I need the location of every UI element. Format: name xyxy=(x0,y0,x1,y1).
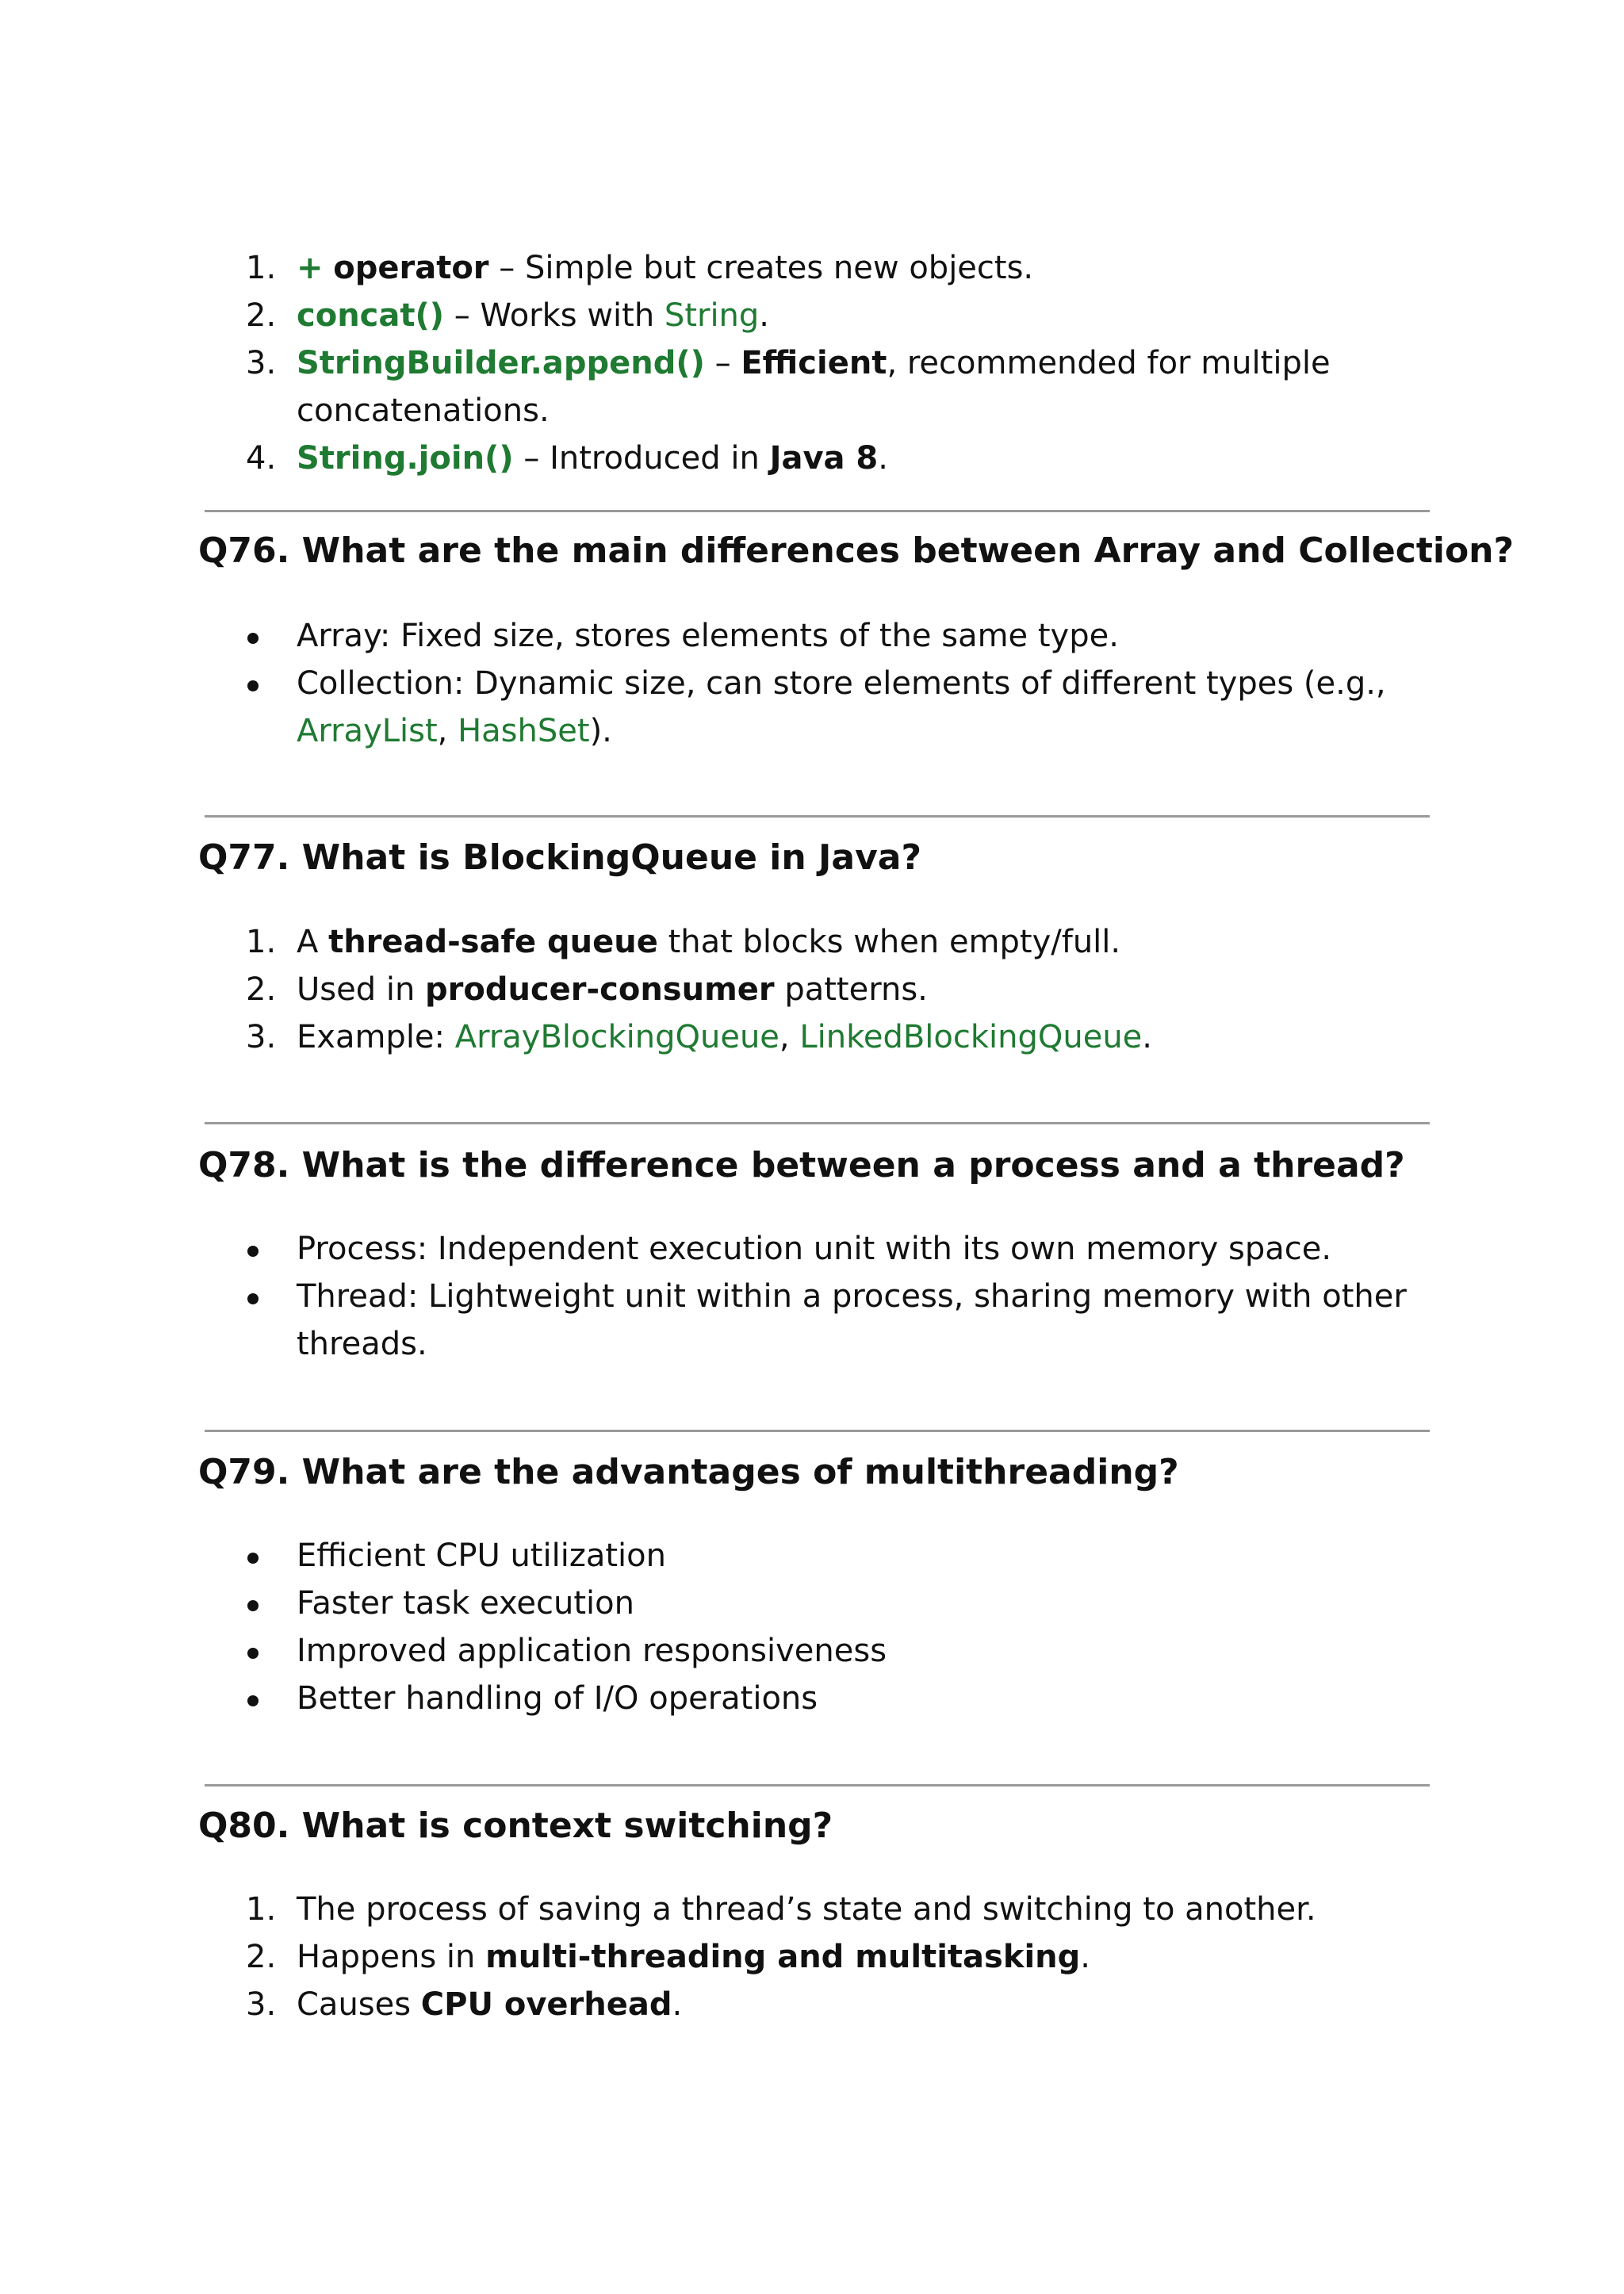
item-text: Better handling of I/O operations xyxy=(297,1680,818,1717)
q76-answer-list xyxy=(198,612,1431,755)
code-term: concat() xyxy=(297,297,445,334)
list-item xyxy=(198,1273,1431,1368)
q80-answer-list xyxy=(198,1886,1431,2028)
item-text: Collection: Dynamic size, can store elements of different types (e.g., xyxy=(297,665,1386,702)
list-item xyxy=(198,1627,1431,1675)
bullet-icon xyxy=(247,1293,259,1304)
separator: – xyxy=(513,440,550,477)
list-item xyxy=(198,339,1431,435)
bold-term: multi-threading and multitasking xyxy=(485,1939,1081,1975)
bullet-icon xyxy=(247,633,259,644)
item-text: Happens in xyxy=(297,1939,486,1975)
q79-answer-list xyxy=(198,1532,1431,1722)
code-term: StringBuilder.append() xyxy=(297,345,705,381)
q78-answer-list xyxy=(198,1225,1431,1368)
item-text: Example: xyxy=(297,1019,455,1055)
separator: , xyxy=(779,1019,800,1055)
item-text: patterns. xyxy=(774,971,928,1008)
item-text: Introduced in xyxy=(550,440,770,477)
list-item xyxy=(198,612,1431,660)
item-text: The process of saving a thread’s state and switching to another. xyxy=(297,1891,1316,1928)
bold-term: operator xyxy=(333,250,489,286)
item-text: Process: Independent execution unit with its own memory space. xyxy=(297,1231,1332,1267)
list-number: 3. xyxy=(246,1986,277,2023)
list-number: 1. xyxy=(246,924,277,960)
list-number: 3. xyxy=(246,1019,277,1055)
punctuation: . xyxy=(878,440,888,477)
list-item xyxy=(198,1933,1431,1981)
code-inline: String xyxy=(664,297,760,334)
list-number: 1. xyxy=(246,250,277,286)
item-text: Thread: Lightweight unit within a process, sharing memory with other threads. xyxy=(297,1278,1407,1362)
item-text: Simple but creates new objects. xyxy=(524,250,1034,286)
item-text: Array: Fixed size, stores elements of the same type. xyxy=(297,618,1119,654)
separator: , xyxy=(437,713,458,749)
list-number: 4. xyxy=(246,440,277,477)
bullet-icon xyxy=(247,1246,259,1257)
item-text: Improved application responsiveness xyxy=(297,1633,887,1669)
list-item xyxy=(198,1532,1431,1580)
question-heading-q80: Q80. What is context switching? xyxy=(198,1806,833,1846)
list-item xyxy=(198,1886,1431,1933)
q77-answer-list xyxy=(198,918,1431,1061)
question-heading-q76: Q76. What are the main differences between Array and Collection? xyxy=(198,530,1515,571)
bold-term: Efficient xyxy=(741,345,887,381)
question-heading-q77: Q77. What is BlockingQueue in Java? xyxy=(198,837,921,878)
item-text: , recommended for multiple concatenations. xyxy=(297,345,1331,429)
punctuation: . xyxy=(672,1986,683,2023)
item-text: Faster task execution xyxy=(297,1585,634,1622)
section-divider xyxy=(205,510,1430,512)
section-divider xyxy=(205,1122,1430,1124)
bullet-icon xyxy=(247,1648,259,1659)
code-term: + xyxy=(297,250,324,286)
list-item xyxy=(198,435,1431,482)
list-number: 2. xyxy=(246,297,277,334)
code-inline: LinkedBlockingQueue xyxy=(799,1019,1143,1055)
list-item xyxy=(198,292,1431,339)
question-heading-q79: Q79. What are the advantages of multithreading? xyxy=(198,1452,1179,1492)
punctuation: . xyxy=(1080,1939,1090,1975)
list-item xyxy=(198,1981,1431,2028)
list-item xyxy=(198,1675,1431,1722)
bold-term: thread-safe queue xyxy=(328,924,658,960)
list-number: 2. xyxy=(246,971,277,1008)
code-term: String.join() xyxy=(297,440,514,477)
bullet-icon xyxy=(247,680,259,691)
item-text: that blocks when empty/full. xyxy=(657,924,1121,960)
bullet-icon xyxy=(247,1600,259,1611)
bold-term: producer-consumer xyxy=(425,971,775,1008)
list-item xyxy=(198,1225,1431,1273)
question-heading-q78: Q78. What is the difference between a process and a thread? xyxy=(198,1145,1405,1185)
concatenation-methods-list xyxy=(198,244,1431,482)
list-item xyxy=(198,660,1431,755)
code-inline: HashSet xyxy=(458,713,590,749)
code-inline: ArrayList xyxy=(297,713,438,749)
item-text: Works with xyxy=(480,297,665,334)
code-inline: ArrayBlockingQueue xyxy=(454,1019,779,1055)
punctuation: . xyxy=(759,297,770,334)
section-divider xyxy=(205,1430,1430,1432)
bullet-icon xyxy=(247,1553,259,1564)
bold-term: Java 8 xyxy=(769,440,879,477)
separator: – xyxy=(488,250,525,286)
list-number: 2. xyxy=(246,1939,277,1975)
section-divider xyxy=(205,1784,1430,1787)
item-text: Causes xyxy=(297,1986,421,2023)
item-text: A xyxy=(297,924,329,960)
list-item xyxy=(198,918,1431,966)
list-item xyxy=(198,244,1431,292)
list-number: 3. xyxy=(246,345,277,381)
bold-term: CPU overhead xyxy=(420,1986,672,2023)
list-item xyxy=(198,1013,1431,1061)
list-number: 1. xyxy=(246,1891,277,1928)
separator: – xyxy=(704,345,741,381)
punctuation: . xyxy=(1142,1019,1153,1055)
list-item xyxy=(198,966,1431,1013)
list-item xyxy=(198,1580,1431,1627)
item-text: Efficient CPU utilization xyxy=(297,1538,666,1574)
item-text: Used in xyxy=(297,971,426,1008)
section-divider xyxy=(205,815,1430,818)
bullet-icon xyxy=(247,1695,259,1706)
punctuation: ). xyxy=(589,713,612,749)
separator: – xyxy=(444,297,481,334)
